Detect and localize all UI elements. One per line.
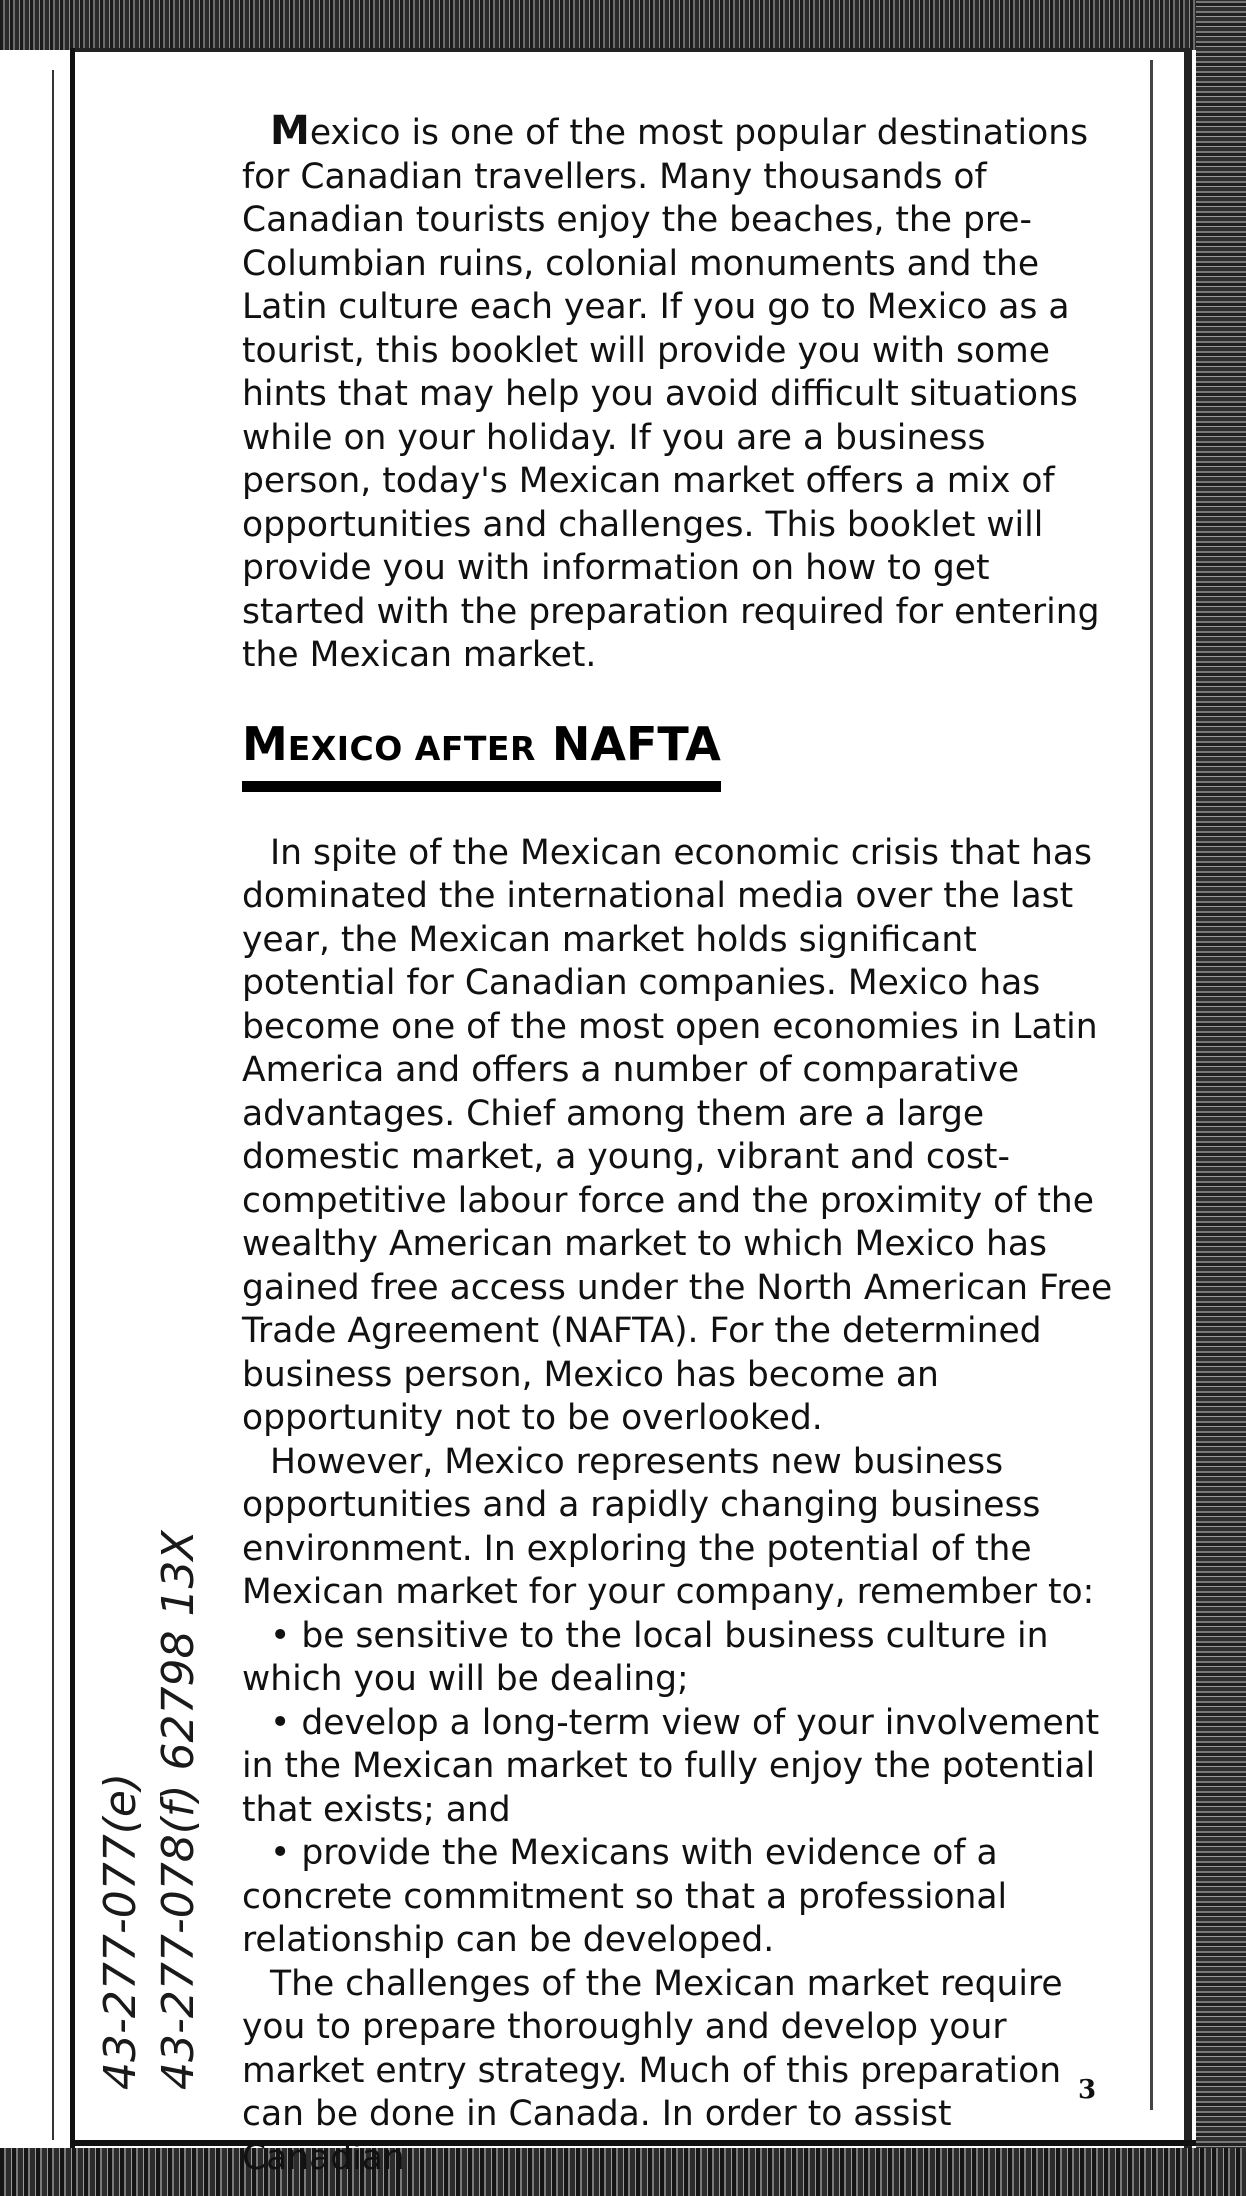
- heading-initial: M: [242, 716, 288, 771]
- bullet-item: • develop a long-term view of your involvement in the Mexican market to fully enjoy the potential that exists; and: [242, 1702, 1100, 1830]
- handwritten-annotation: [92, 1530, 208, 2090]
- scan-edge-right: [1196, 0, 1246, 2196]
- page-number: 3: [1078, 2075, 1097, 2105]
- page-border-left-inner: [52, 70, 54, 2140]
- intro-text: exico is one of the most popular destinations for Canadian travellers. Many thousands of Canadian tourists enjoy the beaches, the pre-Columbian ruins, colonial monuments and the Latin culture each year. If you go to Mexico as a tourist, this booklet will provide you with some hints that may help you avoid difficult situations while on your holiday. If you are a business person, today's Mexican market offers a mix of opportunities and challenges. This booklet will provide you with information on how to get started with the preparation required for entering the Mexican market.: [242, 113, 1100, 675]
- heading-smallcaps: EXICO AFTER: [287, 728, 536, 768]
- page-border-left: [70, 48, 75, 2148]
- handwritten-line-2: 43-277-078(f) 62798 13X: [153, 1530, 204, 2090]
- page-content: [242, 110, 1122, 2180]
- bullet-item: • be sensitive to the local business culture in which you will be dealing;: [242, 1615, 1049, 1699]
- body-paragraph-2: However, Mexico represents new business opportunities and a rapidly changing business environment. In exploring the potential of the Mexican market for your company, remember to:: [242, 1441, 1095, 1612]
- section-heading-wrap: [242, 718, 1122, 792]
- intro-paragraph: [242, 110, 1122, 678]
- body-paragraph-3: The challenges of the Mexican market require you to prepare thoroughly and develop your market entry strategy. Much of this preparation can be done in Canada. In order to assist Canadian: [242, 1963, 1063, 2178]
- page-border-top: [70, 48, 1190, 52]
- heading-nafta: NAFTA: [551, 716, 721, 771]
- page-border-right: [1184, 48, 1192, 2148]
- body-paragraph-1: In spite of the Mexican economic crisis that has dominated the international media over the last year, the Mexican market holds significant potential for Canadian companies. Mexico has become one of the most open economies in Latin America and offers a number of comparative advantages. Chief among them are a large domestic market, a young, vibrant and cost-competitive labour force and the proximity of the wealthy American market to which Mexico has gained free access under the North American Free Trade Agreement (NAFTA). For the determined business person, Mexico has become an opportunity not to be overlooked.: [242, 832, 1113, 1438]
- intro-dropcap: M: [270, 108, 310, 154]
- page-border-right-inner: [1150, 60, 1153, 2110]
- scan-edge-top: [0, 0, 1246, 50]
- handwritten-line-1: 43-277-077(e): [95, 1772, 146, 2090]
- bullet-item: • provide the Mexicans with evidence of a concrete commitment so that a professional relationship can be developed.: [242, 1833, 1008, 1960]
- section-heading: [242, 718, 721, 792]
